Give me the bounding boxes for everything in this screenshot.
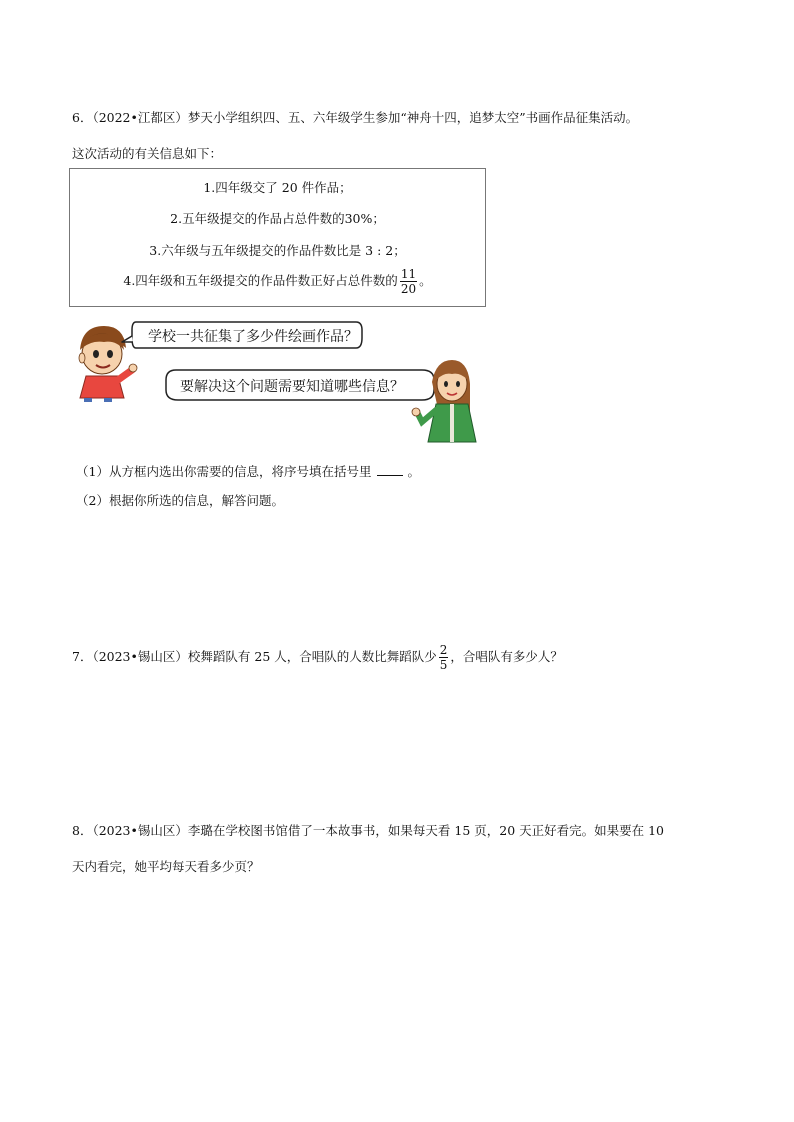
girl-speech-bubble bbox=[166, 370, 444, 400]
fraction-denominator: 5 bbox=[439, 658, 448, 672]
q6-stem bbox=[72, 109, 638, 127]
q7-stem-end: ，合唱队有多少人？ bbox=[450, 649, 563, 664]
boy-bubble-text: 学校一共征集了多少件绘画作品？ bbox=[148, 329, 358, 345]
boy-speech-bubble bbox=[122, 322, 362, 348]
q6-subquestion-1 bbox=[76, 463, 420, 481]
fraction-numerator: 2 bbox=[439, 643, 448, 657]
q7-source: （2023•锡山区） bbox=[92, 649, 188, 664]
fraction-11-20 bbox=[400, 268, 417, 295]
q8-number: 8． bbox=[72, 823, 93, 838]
info-item-4-end: 。 bbox=[419, 273, 432, 288]
girl-bubble-text: 要解决这个问题需要知道哪些信息？ bbox=[180, 379, 404, 395]
q6-sub1-text: （1）从方框内选出你需要的信息，将序号填在括号里 bbox=[76, 464, 372, 479]
info-item-3: 3.六年级与五年级提交的作品件数比是 3 : 2； bbox=[149, 243, 406, 258]
q6-number: 6． bbox=[72, 110, 93, 125]
info-item-4 bbox=[70, 268, 485, 295]
info-item-4-text: 4.四年级和五年级提交的作品件数正好占总件数的 bbox=[123, 273, 398, 288]
q6-source: （2022•江都区） bbox=[92, 110, 188, 125]
info-box bbox=[69, 168, 486, 307]
info-item-1: 1.四年级交了 20 件作品； bbox=[203, 180, 352, 195]
fraction-numerator: 11 bbox=[400, 267, 417, 281]
fraction-denominator: 20 bbox=[400, 282, 417, 296]
info-item-2: 2.五年级提交的作品占总件数的30%； bbox=[170, 211, 385, 226]
q8-stem bbox=[72, 822, 664, 840]
answer-blank[interactable] bbox=[377, 463, 403, 476]
q6-sub1-end: 。 bbox=[407, 464, 420, 479]
q7-stem bbox=[72, 644, 563, 671]
q8-stem-line2: 天内看完，她平均每天看多少页？ bbox=[72, 859, 260, 874]
q8-source: （2023•锡山区） bbox=[92, 823, 188, 838]
q7-number: 7． bbox=[72, 649, 93, 664]
q6-stem-text: 梦天小学组织四、五、六年级学生参加“神舟十四，追梦太空”书画作品征集活动。 bbox=[187, 110, 639, 125]
q6-subquestion-2: （2）根据你所选的信息，解答问题。 bbox=[76, 493, 284, 508]
dialogue-illustration bbox=[66, 318, 486, 444]
q6-stem-line2: 这次活动的有关信息如下： bbox=[72, 146, 223, 161]
q8-line1: 李璐在学校图书馆借了一本故事书，如果每天看 15 页，20 天正好看完。如果要在 10 bbox=[187, 823, 665, 838]
fraction-2-5 bbox=[439, 644, 449, 671]
q7-stem-text: 校舞蹈队有 25 人，合唱队的人数比舞蹈队少 bbox=[187, 649, 437, 664]
